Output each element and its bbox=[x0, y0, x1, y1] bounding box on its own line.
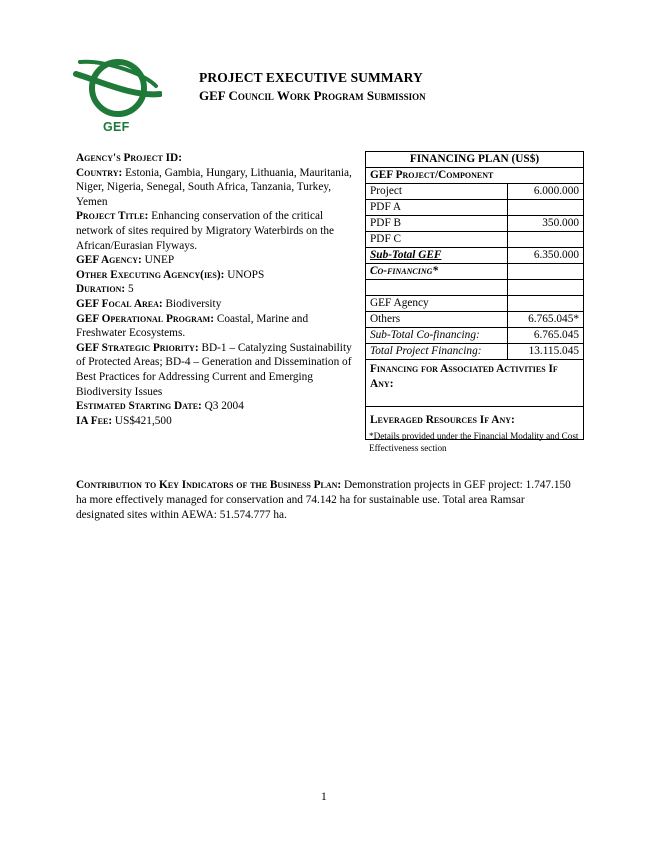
operational-program-value: Coastal, Marine and Freshwater Ecosystems. bbox=[76, 312, 309, 340]
table-row bbox=[366, 295, 583, 311]
subtotal-co-label: Sub-Total Co-financing: bbox=[366, 328, 508, 343]
contribution-text: Demonstration projects in GEF project: 1.747.150 ha more effectively managed for conservation and 74.142 ha for sustainable use. Total area Ramsar designated sites within AEWA: 51.574.777 ha. bbox=[76, 479, 571, 521]
associated-label: Financing for Associated Activities If Any: bbox=[370, 363, 558, 390]
country-label: Country: bbox=[76, 166, 123, 179]
row-value: 6.765.045* bbox=[528, 313, 579, 325]
cofinancing-header-row bbox=[366, 263, 583, 279]
component-header-row bbox=[366, 167, 583, 183]
project-title-label: Project Title: bbox=[76, 210, 149, 223]
gef-logo-text: GEF bbox=[103, 120, 130, 134]
cofinancing-header: Co-financing* bbox=[366, 264, 508, 279]
total-row bbox=[366, 343, 583, 359]
agency-value: UNEP bbox=[144, 254, 175, 267]
row-label: PDF C bbox=[366, 232, 508, 247]
strategic-priority-value: BD-1 – Catalyzing Sustainability of Protected Areas; BD-4 – Generation and Dissemination of Best Practices for Addressing Current and Emerging Biodiversity Issues bbox=[76, 341, 352, 398]
financing-header: FINANCING PLAN (US$) bbox=[409, 153, 540, 165]
focal-area-label: GEF Focal Area: bbox=[76, 297, 163, 310]
row-label: Others bbox=[366, 312, 508, 327]
contribution-label: Contribution to Key Indicators of the Business Plan: bbox=[76, 479, 342, 491]
footnote: *Details provided under the Financial Modality and Cost Effectiveness section bbox=[369, 431, 579, 453]
project-title-value: Enhancing conservation of the critical network of sites required by Migratory Waterbirds on the African/Eurasian Flyways. bbox=[76, 210, 335, 252]
subtotal-gef-value: 6.350.000 bbox=[533, 249, 579, 261]
empty-cell bbox=[366, 280, 508, 295]
row-label: GEF Agency bbox=[366, 296, 508, 311]
table-row bbox=[366, 183, 583, 199]
operational-program-label: GEF Operational Program: bbox=[76, 312, 214, 325]
start-date-value: Q3 2004 bbox=[204, 400, 244, 413]
agency-label: GEF Agency: bbox=[76, 254, 142, 267]
row-value: 6.000.000 bbox=[533, 185, 579, 197]
start-date-label: Estimated Starting Date: bbox=[76, 400, 202, 413]
duration-value: 5 bbox=[127, 283, 134, 296]
page-title: PROJECT EXECUTIVE SUMMARY bbox=[199, 70, 423, 85]
page-number: 1 bbox=[321, 791, 327, 803]
strategic-priority-label: GEF Strategic Priority: bbox=[76, 341, 199, 354]
empty-cell bbox=[508, 264, 583, 279]
other-agency-value: UNOPS bbox=[227, 268, 265, 281]
total-value: 13.115.045 bbox=[528, 345, 579, 357]
empty-cell bbox=[508, 280, 583, 295]
contribution-paragraph bbox=[76, 478, 571, 523]
focal-area-value: Biodiversity bbox=[165, 297, 222, 310]
duration-label: Duration: bbox=[76, 283, 126, 296]
ia-fee-label: IA Fee: bbox=[76, 414, 113, 427]
project-details bbox=[76, 151, 356, 428]
table-row bbox=[366, 199, 583, 215]
row-label: Project bbox=[366, 184, 508, 199]
table-row bbox=[366, 215, 583, 231]
spacer-row bbox=[366, 279, 583, 295]
leveraged-label: Leveraged Resources If Any: bbox=[370, 414, 515, 426]
subtotal-co-row bbox=[366, 327, 583, 343]
row-value bbox=[508, 296, 583, 311]
component-header: GEF Project/Component bbox=[370, 169, 494, 181]
country-value: Estonia, Gambia, Hungary, Lithuania, Mauritania, Niger, Nigeria, Senegal, South Africa, Tanzania, Turkey, Yemen bbox=[76, 166, 352, 208]
subtotal-gef-label: Sub-Total GEF bbox=[366, 248, 508, 263]
other-agency-label: Other Executing Agency(ies): bbox=[76, 268, 225, 281]
row-value bbox=[508, 200, 583, 215]
associated-row bbox=[366, 359, 583, 406]
ia-fee-value: US$421,500 bbox=[114, 414, 172, 427]
table-row bbox=[366, 231, 583, 247]
row-label: PDF B bbox=[366, 216, 508, 231]
row-value: 350.000 bbox=[542, 217, 579, 229]
row-label: PDF A bbox=[366, 200, 508, 215]
financing-header-row bbox=[366, 152, 583, 167]
project-id-label: Agency's Project ID: bbox=[76, 152, 182, 164]
row-value bbox=[508, 232, 583, 247]
financing-plan-table bbox=[365, 151, 584, 440]
table-row bbox=[366, 311, 583, 327]
page-subtitle: GEF Council Work Program Submission bbox=[199, 88, 426, 103]
subtotal-gef-row bbox=[366, 247, 583, 263]
total-label: Total Project Financing: bbox=[366, 344, 508, 359]
subtotal-co-value: 6.765.045 bbox=[533, 329, 579, 341]
